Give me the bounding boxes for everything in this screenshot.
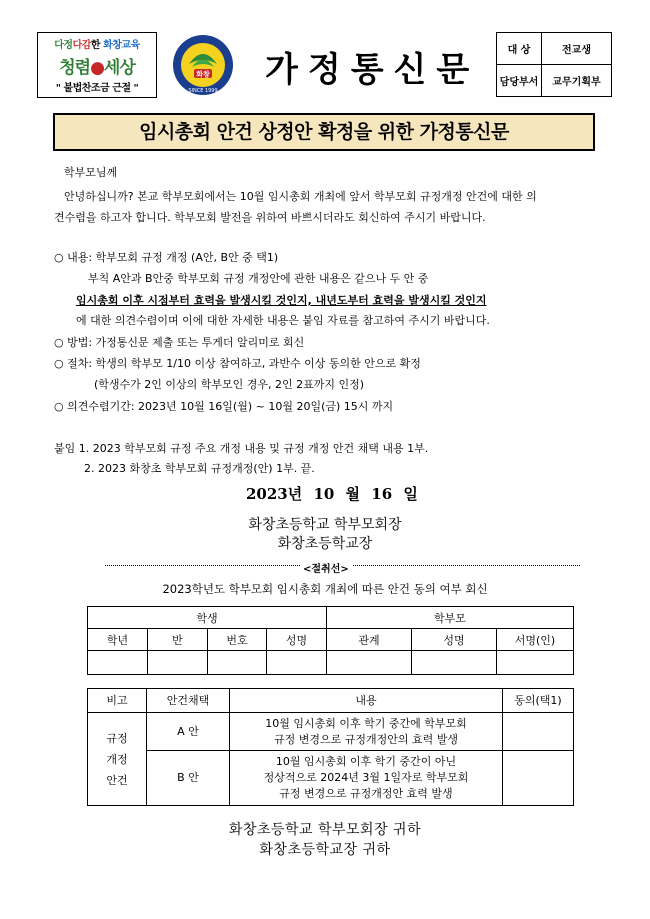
student-group-header: 학생	[88, 607, 327, 629]
globe-icon: ●	[90, 58, 104, 78]
relation-field[interactable]	[327, 651, 412, 675]
col-relation: 관계	[327, 629, 412, 651]
slogan-part-2: 다감	[72, 40, 91, 51]
banner-title: 임시총회 안건 상정안 확정을 위한 가정통신문	[53, 113, 595, 151]
vote-header-content: 내용	[230, 689, 503, 713]
student-name-field[interactable]	[267, 651, 327, 675]
content-sub-2: 임시총회 이후 시점부터 효력을 발생시킬 것인지, 내년도부터 효력을 발생시킬 것인지	[76, 294, 487, 307]
option-a-agree-field[interactable]	[503, 713, 574, 751]
slogan-top	[38, 36, 156, 51]
vote-header-note: 비고	[88, 689, 147, 713]
content-sub-1: 부칙 A안과 B안중 학부모회 규정 개정안에 관한 내용은 같으나 두 안 중	[88, 272, 429, 285]
col-student-name: 성명	[267, 629, 327, 651]
slogan-part-1: 다정	[54, 40, 73, 51]
emblem-since: SINCE 1999	[188, 88, 218, 94]
col-number: 번호	[208, 629, 267, 651]
grade-field[interactable]	[88, 651, 148, 675]
option-b-name: B 안	[147, 751, 230, 806]
dept-value: 교무기획부	[542, 65, 612, 97]
slogan-part-3: 한	[90, 40, 104, 51]
col-signature: 서명(인)	[497, 629, 574, 651]
number-field[interactable]	[208, 651, 267, 675]
col-grade: 학년	[88, 629, 148, 651]
footer-addressee-1: 화창초등학교 학부모회장 귀하	[228, 822, 422, 838]
option-b-desc: 10월 임시총회 이후 학기 중간이 아닌 정상적으로 2024년 3월 1일자로 학부모회 규정 변경으로 규정개정안 효력 발생	[230, 751, 503, 806]
signature-field[interactable]	[497, 651, 574, 675]
slogan-bottom: " 불법찬조금 근절 "	[55, 83, 139, 94]
target-label: 대 상	[497, 33, 542, 65]
footer-addressee-2: 화창초등학교장 귀하	[259, 842, 391, 858]
method: ○ 방법: 가정통신문 제출 또는 투게더 알리미로 회신	[54, 336, 305, 349]
school-emblem-icon	[172, 34, 234, 96]
slogan-part-4: 화창교육	[103, 40, 140, 51]
dept-label: 담당부서	[497, 65, 542, 97]
page-title: 가정통신문	[265, 50, 480, 90]
attachment-2: 2. 2023 화창초 학부모회 규정개정(안) 1부. 끝.	[84, 462, 315, 475]
content-item: ○ 내용: 학부모회 규정 개정 (A안, B안 중 택1)	[54, 251, 279, 264]
option-b-agree-field[interactable]	[503, 751, 574, 806]
col-class: 반	[148, 629, 208, 651]
slogan-main	[38, 53, 156, 78]
signer-1: 화창초등학교 학부모회장	[248, 517, 402, 533]
reply-info-table	[87, 606, 574, 675]
parent-group-header: 학부모	[327, 607, 574, 629]
vote-side-label: 규정 개정 안건	[88, 713, 147, 806]
intro-line-2: 견수렴을 하고자 합니다. 학부모회 발전을 위하여 바쁘시더라도 회신하여 주시기 바랍니다.	[54, 211, 486, 224]
emblem-label: 화창	[196, 70, 210, 79]
signer-2: 화창초등학교장	[277, 536, 373, 552]
issue-date: 2023년 10 월 16 일	[246, 485, 418, 503]
option-a-name: A 안	[147, 713, 230, 751]
period: ○ 의견수렴기간: 2023년 10월 16일(월) ~ 10월 20일(금) 15시 까지	[54, 400, 394, 413]
procedure: ○ 절차: 학생의 학부모 1/10 이상 참여하고, 과반수 이상 동의한 안으로 확정	[54, 357, 421, 370]
parent-name-field[interactable]	[412, 651, 497, 675]
content-sub-3: 에 대한 의견수렴이며 이에 대한 자세한 내용은 붙임 자료를 참고하여 주시기 바랍니다.	[76, 314, 490, 327]
target-value: 전교생	[542, 33, 612, 65]
intro-line-1: 안녕하십니까? 본교 학부모회에서는 10월 임시총회 개최에 앞서 학부모회 규정개정 안건에 대한 의	[64, 190, 537, 203]
slogan-box	[37, 32, 157, 98]
vote-header-option: 안건채택	[147, 689, 230, 713]
vote-header-agree: 동의(택1)	[503, 689, 574, 713]
procedure-note: (학생수가 2인 이상의 학부모인 경우, 2인 2표까지 인정)	[94, 378, 365, 391]
col-parent-name: 성명	[412, 629, 497, 651]
attachment-1: 붙임 1. 2023 학부모회 규정 주요 개정 내용 및 규정 개정 안건 채택 내용 1부.	[54, 442, 429, 455]
option-a-desc: 10월 임시총회 이후 학기 중간에 학부모회 규정 변경으로 규정개정안의 효력 발생	[230, 713, 503, 751]
cut-label: <절취선>	[300, 560, 352, 575]
reply-title: 2023학년도 학부모회 임시총회 개최에 따른 안건 동의 여부 회신	[162, 582, 488, 596]
meta-table	[496, 32, 612, 97]
slogan-main-b: 세상	[103, 58, 135, 78]
class-field[interactable]	[148, 651, 208, 675]
vote-table	[87, 688, 574, 806]
slogan-main-a: 청렴	[59, 58, 91, 78]
greeting: 학부모님께	[64, 166, 118, 179]
